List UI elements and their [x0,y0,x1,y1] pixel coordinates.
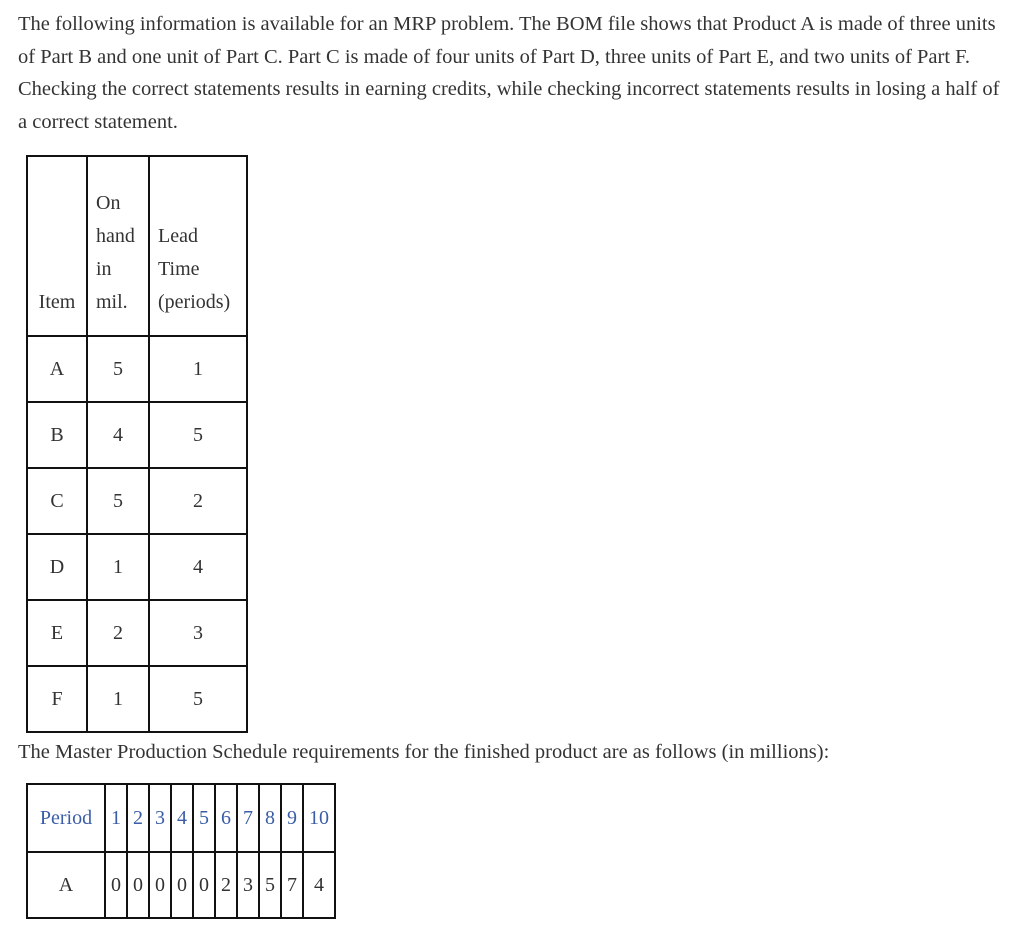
requirement-cell: 0 [171,852,193,918]
mps-period-row [27,784,335,852]
table-row [27,600,247,666]
cell-lead-time: 1 [149,336,247,402]
requirement-cell: 2 [215,852,237,918]
table-row [27,402,247,468]
cell-item: F [27,666,87,732]
cell-item: B [27,402,87,468]
master-production-schedule-table [26,783,336,919]
header-on-hand-line-3: in [96,258,112,280]
mps-product-row [27,852,335,918]
cell-on-hand: 1 [87,666,149,732]
table-row [27,468,247,534]
table-row [27,534,247,600]
period-cell: 3 [149,784,171,852]
table-row [27,336,247,402]
product-label: A [27,852,105,918]
requirement-cell: 0 [193,852,215,918]
cell-on-hand: 4 [87,402,149,468]
requirement-cell: 0 [149,852,171,918]
period-cell: 9 [281,784,303,852]
header-on-hand-line-4: mil. [96,291,128,313]
requirement-cell: 0 [105,852,127,918]
requirement-cell: 0 [127,852,149,918]
requirement-cell: 5 [259,852,281,918]
period-label: Period [27,784,105,852]
header-lead-time-line-2: Time [158,258,200,280]
period-cell: 10 [303,784,335,852]
cell-on-hand: 5 [87,336,149,402]
table-row [27,666,247,732]
header-item [27,156,87,336]
cell-item: C [27,468,87,534]
header-on-hand-line-1: On [96,192,121,214]
requirement-cell: 4 [303,852,335,918]
period-cell: 4 [171,784,193,852]
cell-on-hand: 2 [87,600,149,666]
cell-on-hand: 5 [87,468,149,534]
cell-on-hand: 1 [87,534,149,600]
cell-lead-time: 5 [149,666,247,732]
cell-lead-time: 2 [149,468,247,534]
cell-item: D [27,534,87,600]
cell-lead-time: 5 [149,402,247,468]
requirement-cell: 7 [281,852,303,918]
period-cell: 7 [237,784,259,852]
mps-intro-text: The Master Production Schedule requirements for the finished product are as follows (in millions): [18,741,830,763]
header-lead-time-line-1: Lead [158,225,198,247]
item-table-header-row [27,156,247,336]
period-cell: 1 [105,784,127,852]
requirement-cell: 3 [237,852,259,918]
cell-item: E [27,600,87,666]
period-cell: 8 [259,784,281,852]
period-cell: 5 [193,784,215,852]
header-item-label: Item [38,291,76,313]
header-lead-time [149,156,247,336]
cell-lead-time: 4 [149,534,247,600]
period-cell: 2 [127,784,149,852]
header-on-hand [87,156,149,336]
cell-lead-time: 3 [149,600,247,666]
header-on-hand-line-2: hand [96,225,135,247]
header-lead-time-line-3: (periods) [158,291,231,313]
problem-statement: The following information is available for an MRP problem. The BOM file shows that Product A is made of three units of Part B and one unit of Part C. Part C is made of four units of Part D, three units of Part E, and two units of Part F. Checking the correct statements results in earning credits, while checking incorrect statements results in losing a half of a correct statement. [18,13,1000,133]
item-data-table [26,155,248,733]
period-cell: 6 [215,784,237,852]
cell-item: A [27,336,87,402]
